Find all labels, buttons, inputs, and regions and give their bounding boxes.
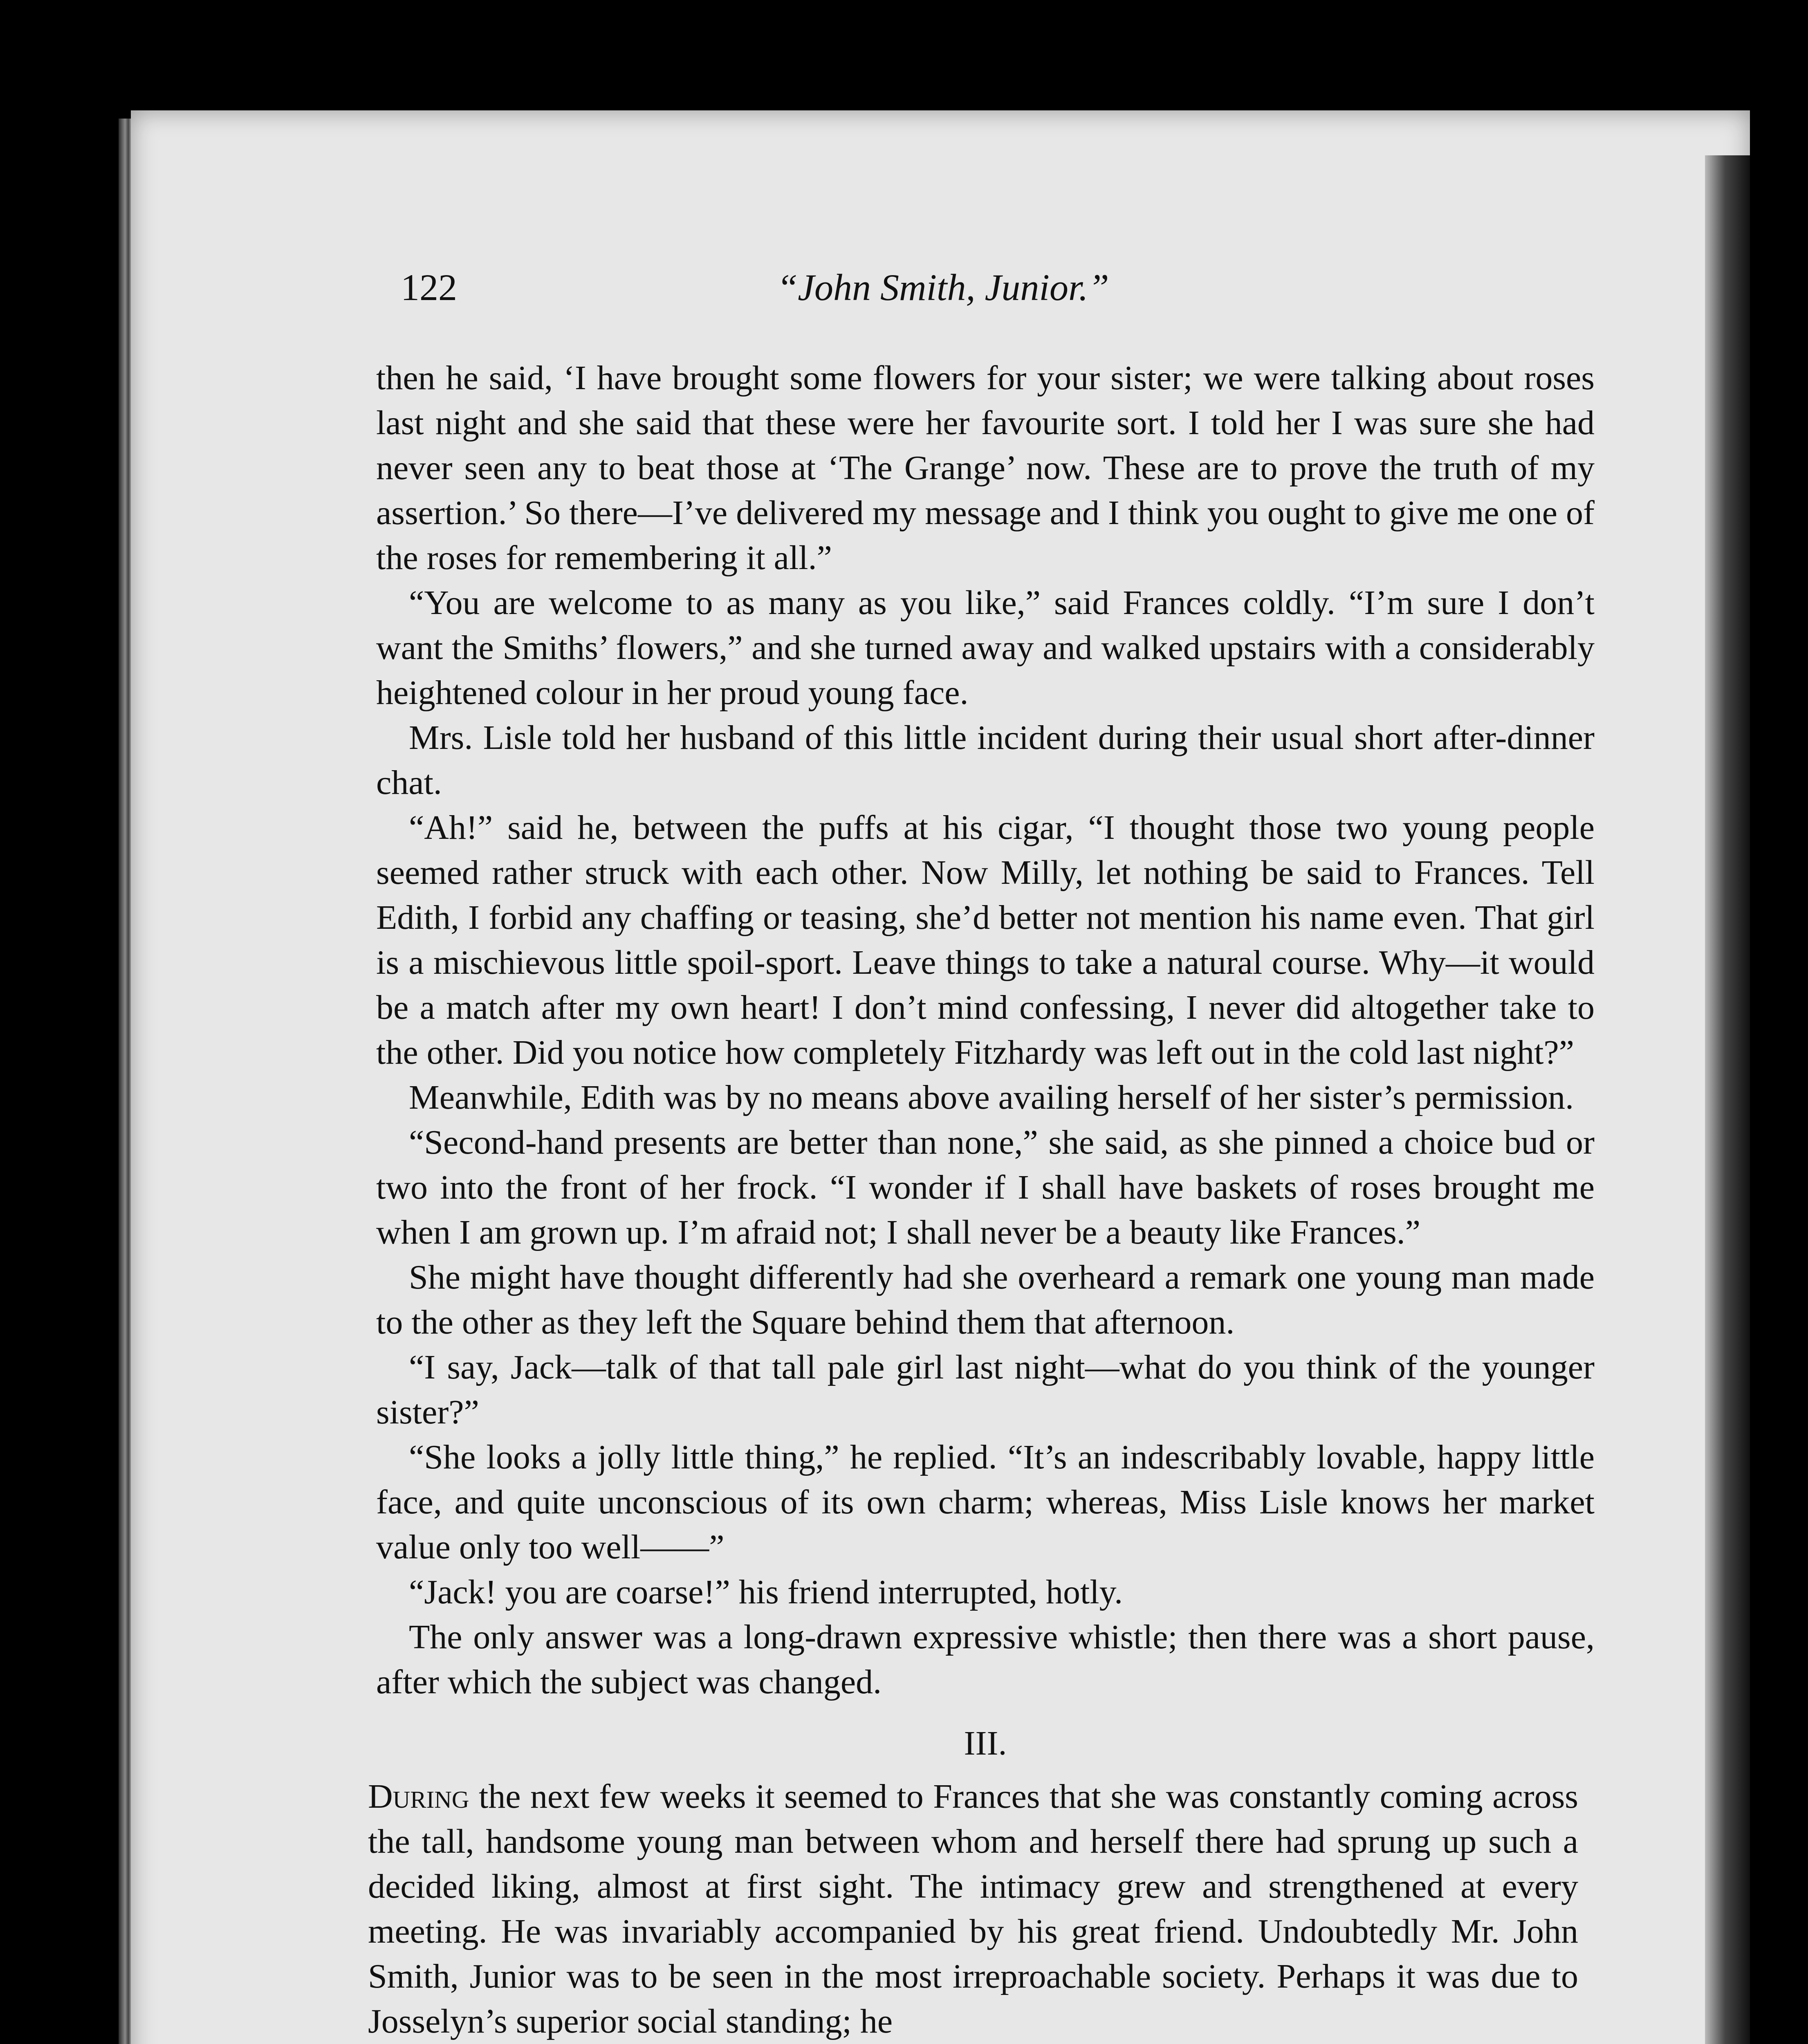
page-header	[401, 266, 1586, 319]
paragraph: “Jack! you are coarse!” his friend interrupted, hotly.	[409, 1573, 1123, 1611]
running-title: “John Smith, Junior.”	[777, 267, 1109, 308]
paragraph: Mrs. Lisle told her husband of this little incident during their usual short after-dinner chat.	[376, 719, 1595, 802]
lead-word: During	[368, 1777, 469, 1815]
paragraph: “Ah!” said he, between the puffs at his cigar, “I thought those two young people seemed rather struck with each other. Now Milly, let nothing be said to Frances. Tell Edith, I forbid any chaffing or teasing, she’d better not mention his name even. That girl is a mischievous little spoil-sport. Leave things to take a natural course. Why—it would be a match after my own heart! I don’t mind confessing, I never did altogether take to the other. Did you notice how completely Fitzhardy was left out in the cold last night?”	[376, 809, 1595, 1071]
section-two-paragraph	[368, 1774, 1578, 2044]
paragraph: then he said, ‘I have brought some flowers for your sister; we were talking about roses last night and she said that these were her favourite sort. I told her I was sure she had never seen any to beat those at ‘The Grange’ now. These are to prove the truth of my assertion.’ So there—I’ve delivered my message and I think you ought to give me one of the roses for remembering it all.”	[376, 359, 1595, 577]
body-text	[376, 356, 1595, 1774]
paragraph: “She looks a jolly little thing,” he replied. “It’s an indescribably lovable, happy little face, and quite unconscious of its own charm; whereas, Miss Lisle knows her market value only too well——”	[376, 1438, 1595, 1566]
paragraph: “Second-hand presents are better than none,” she said, as she pinned a choice bud or two into the front of her frock. “I wonder if I shall have baskets of roses brought me when I am grown up. I’m afraid not; I shall never be a beauty like Frances.”	[376, 1123, 1595, 1251]
paragraph: She might have thought differently had she overheard a remark one young man made to the other as they left the Square behind them that afternoon.	[376, 1258, 1595, 1341]
section-heading: III.	[964, 1724, 1007, 1762]
book-spine	[1705, 155, 1750, 2044]
page-number: 122	[401, 267, 457, 308]
paragraph: “I say, Jack—talk of that tall pale girl last night—what do you think of the younger sister?”	[376, 1348, 1595, 1431]
paragraph: “You are welcome to as many as you like,” said Frances coldly. “I’m sure I don’t want the Smiths’ flowers,” and she turned away and walked upstairs with a considerably heightened colour in her proud young face.	[376, 584, 1595, 712]
section-two-text	[368, 1774, 1578, 2044]
paragraph: The only answer was a long-drawn expressive whistle; then there was a short pause, after which the subject was changed.	[376, 1618, 1595, 1701]
paragraph: Meanwhile, Edith was by no means above availing herself of her sister’s permission.	[409, 1078, 1574, 1116]
section-two-body: the next few weeks it seemed to Frances that she was constantly coming across the tall, handsome young man between whom and herself there had sprung up such a decided liking, almost at first sight. The intimacy grew and strengthened at every meeting. He was invariably accompanied by his great friend. Undoubtedly Mr. John Smith, Junior was to be seen in the most irreproachable society. Perhaps it was due to Josselyn’s superior social standing; he	[368, 1777, 1578, 2040]
